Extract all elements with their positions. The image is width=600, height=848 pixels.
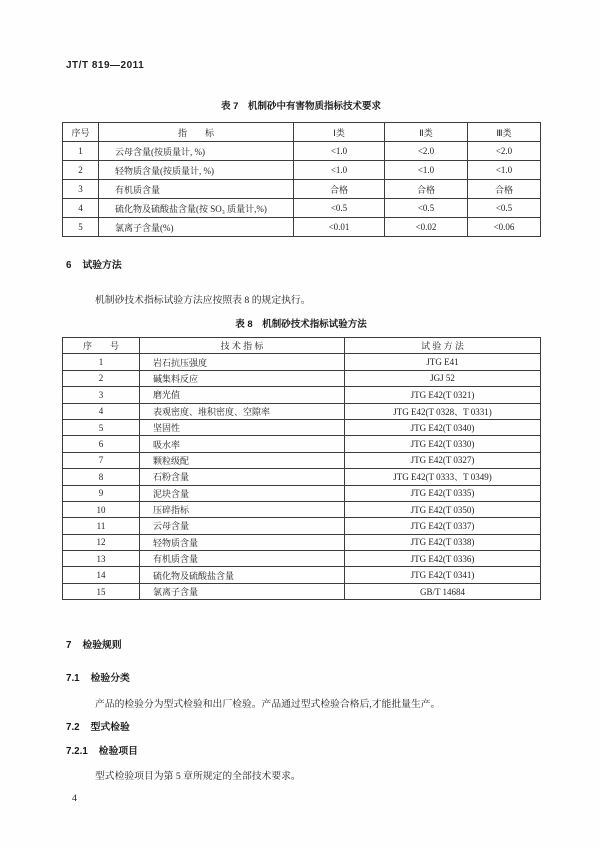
- table-cell: 轻物质含量(按质量计, %): [99, 161, 294, 180]
- test-methods-table: [62, 337, 541, 600]
- table-cell: 12: [63, 534, 140, 550]
- section-7-2-1-heading: [66, 743, 138, 757]
- table-cell: 坚固性: [140, 419, 345, 435]
- table-cell: 13: [63, 551, 140, 567]
- table-cell: 7: [63, 452, 140, 468]
- table-cell: 1: [63, 354, 140, 370]
- table-cell: <1.0: [294, 142, 385, 161]
- section-7-1-heading: [66, 670, 130, 684]
- table-row: [63, 419, 541, 435]
- table-row: [63, 551, 541, 567]
- table-row: [63, 534, 541, 550]
- section-title: 检验规则: [82, 640, 122, 651]
- table-row: [63, 387, 541, 403]
- table-cell: <0.5: [468, 199, 541, 218]
- standard-number-header: JT/T 819—2011: [66, 60, 145, 71]
- table-cell: 岩石抗压强度: [140, 354, 345, 370]
- table-row: [63, 142, 541, 161]
- table-cell: <0.02: [385, 218, 468, 237]
- table-cell: 14: [63, 567, 140, 583]
- table-cell: JTG E42(T 0350): [345, 501, 541, 517]
- table-row: [63, 583, 541, 599]
- table-cell: 5: [63, 419, 140, 435]
- table-header-cell: 试 验 方 法: [345, 338, 541, 354]
- table-cell: <0.06: [468, 218, 541, 237]
- table-cell: 合格: [468, 180, 541, 199]
- section-title: 检验项目: [98, 746, 138, 757]
- table-cell: JTG E42(T 0333、T 0349): [345, 469, 541, 485]
- table-cell: 硫化物及硫酸盐含量: [140, 567, 345, 583]
- table-header-cell: 序 号: [63, 338, 140, 354]
- section-6-heading: [66, 257, 122, 271]
- section-6-paragraph: 机制砂技术指标试验方法应按照表 8 的规定执行。: [95, 295, 311, 306]
- table-cell: 压碎指标: [140, 501, 345, 517]
- section-number: 7: [66, 640, 72, 651]
- table-cell: 有机质含量: [99, 180, 294, 199]
- table8-title: 表 8 机制砂技术指标试验方法: [235, 319, 367, 330]
- table-row: [63, 199, 541, 218]
- table-row: [63, 161, 541, 180]
- table-cell: 6: [63, 436, 140, 452]
- table-cell: <0.5: [385, 199, 468, 218]
- table-cell: 10: [63, 501, 140, 517]
- section-number: 7.2.1: [66, 746, 88, 757]
- table-cell: JTG E42(T 0327): [345, 452, 541, 468]
- harmful-substances-table: [62, 122, 541, 237]
- table-cell: GB/T 14684: [345, 583, 541, 599]
- table-row: [63, 485, 541, 501]
- table-cell: 碱集料反应: [140, 370, 345, 386]
- section-number: 7.1: [66, 673, 80, 684]
- table-cell: 轻物质含量: [140, 534, 345, 550]
- section-title: 型式检验: [90, 722, 130, 733]
- table7-title: 表 7 机制砂中有害物质指标技术要求: [221, 101, 381, 112]
- section-7-1-paragraph: 产品的检验分为型式检验和出厂检验。产品通过型式检验合格后,才能批量生产。: [95, 699, 441, 710]
- table-cell: <2.0: [385, 142, 468, 161]
- table-cell: 2: [63, 161, 99, 180]
- page-number: 4: [72, 793, 77, 804]
- section-7-heading: [66, 637, 122, 651]
- table-header-cell: Ⅱ类: [385, 123, 468, 142]
- table-cell: 3: [63, 180, 99, 199]
- table-row: [63, 436, 541, 452]
- table-cell: JTG E42(T 0336): [345, 551, 541, 567]
- section-title: 试验方法: [82, 260, 122, 271]
- table-cell: 云母含量: [140, 518, 345, 534]
- table-cell: 合格: [385, 180, 468, 199]
- table-cell: 有机质含量: [140, 551, 345, 567]
- table-cell: JTG E42(T 0340): [345, 419, 541, 435]
- table-row: [63, 452, 541, 468]
- table-cell: 2: [63, 370, 140, 386]
- table-row: [63, 567, 541, 583]
- table-cell: 9: [63, 485, 140, 501]
- table-cell: 4: [63, 403, 140, 419]
- table-cell: <2.0: [468, 142, 541, 161]
- section-number: 6: [66, 260, 72, 271]
- table-cell: <0.01: [294, 218, 385, 237]
- section-7-2-1-paragraph: 型式检验项目为第 5 章所规定的全部技术要求。: [95, 771, 301, 782]
- table-row: [63, 370, 541, 386]
- section-title: 检验分类: [90, 673, 130, 684]
- table-header-cell: 序号: [63, 123, 99, 142]
- table-cell: JTG E42(T 0337): [345, 518, 541, 534]
- table-cell: 表观密度、堆积密度、空隙率: [140, 403, 345, 419]
- table-cell: 15: [63, 583, 140, 599]
- section-number: 7.2: [66, 722, 80, 733]
- table-header-cell: 技 术 指 标: [140, 338, 345, 354]
- table-header-row: [63, 123, 541, 142]
- table-cell: <0.5: [294, 199, 385, 218]
- table-cell: 泥块含量: [140, 485, 345, 501]
- table-cell: 吸水率: [140, 436, 345, 452]
- table-cell: 颗粒级配: [140, 452, 345, 468]
- table-cell: 硫化物及硫酸盐含量(按 SO₃ 质量计,%): [99, 199, 294, 218]
- table-row: [63, 354, 541, 370]
- table-row: [63, 501, 541, 517]
- table-cell: <1.0: [385, 161, 468, 180]
- section-7-2-heading: [66, 719, 130, 733]
- table-cell: 8: [63, 469, 140, 485]
- table-cell: JTG E42(T 0328、T 0331): [345, 403, 541, 419]
- table-cell: JTG E42(T 0338): [345, 534, 541, 550]
- table-cell: 5: [63, 218, 99, 237]
- table-cell: 磨光值: [140, 387, 345, 403]
- table-row: [63, 218, 541, 237]
- table-row: [63, 403, 541, 419]
- table-header-cell: Ⅰ类: [294, 123, 385, 142]
- table-row: [63, 518, 541, 534]
- table-cell: 4: [63, 199, 99, 218]
- table-cell: 石粉含量: [140, 469, 345, 485]
- table-cell: 氯离子含量(%): [99, 218, 294, 237]
- table-cell: 11: [63, 518, 140, 534]
- table-cell: JTG E42(T 0335): [345, 485, 541, 501]
- table-cell: 1: [63, 142, 99, 161]
- table-cell: <1.0: [468, 161, 541, 180]
- table-header-cell: Ⅲ类: [468, 123, 541, 142]
- table-cell: JGJ 52: [345, 370, 541, 386]
- table-row: [63, 180, 541, 199]
- table-row: [63, 469, 541, 485]
- table-cell: 合格: [294, 180, 385, 199]
- table-cell: 云母含量(按质量计, %): [99, 142, 294, 161]
- table-cell: JTG E42(T 0321): [345, 387, 541, 403]
- table-cell: 氯离子含量: [140, 583, 345, 599]
- table-cell: JTG E42(T 0341): [345, 567, 541, 583]
- table-cell: <1.0: [294, 161, 385, 180]
- table-cell: JTG E42(T 0330): [345, 436, 541, 452]
- table-cell: JTG E41: [345, 354, 541, 370]
- table-header-row: [63, 338, 541, 354]
- table-header-cell: 指 标: [99, 123, 294, 142]
- table-cell: 3: [63, 387, 140, 403]
